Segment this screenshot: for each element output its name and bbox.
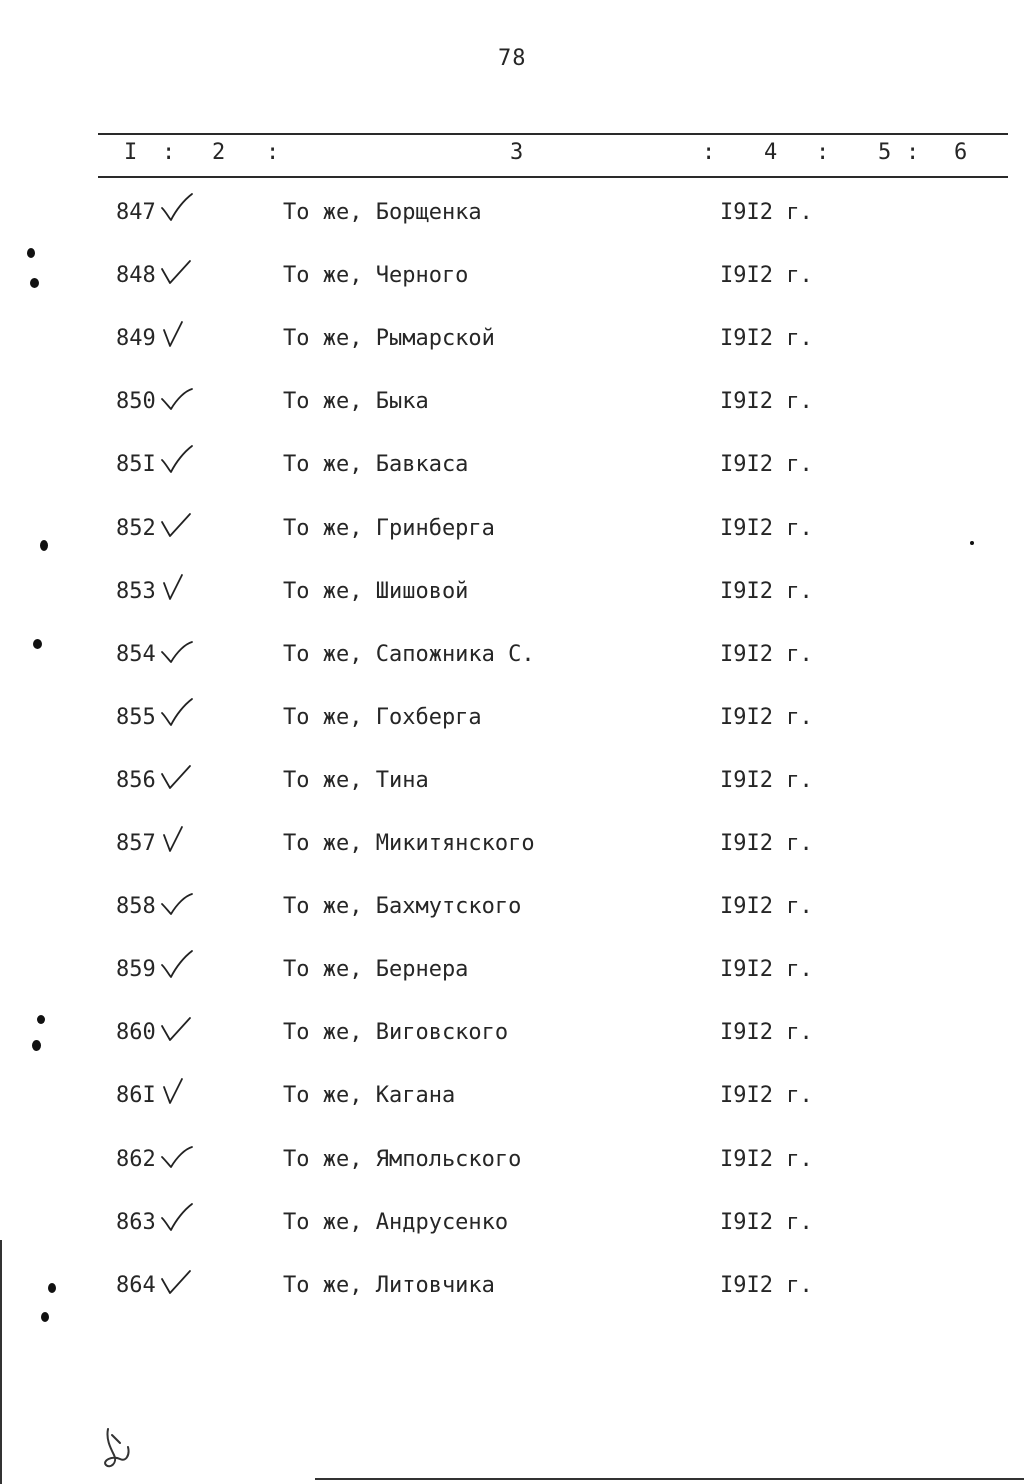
page-number: 78: [498, 46, 527, 71]
row-number: 854: [116, 641, 156, 667]
handwritten-checkmark-icon: [160, 886, 196, 920]
table-row: [0, 326, 1024, 366]
row-number: 863: [116, 1209, 156, 1235]
row-title: То же, Гохберга: [283, 704, 482, 730]
row-year: I9I2 г.: [720, 894, 813, 920]
row-title: То же, Борщенка: [283, 200, 482, 225]
row-year: I9I2 г.: [720, 515, 813, 541]
row-year: I9I2 г.: [720, 704, 813, 730]
header-separator: :: [702, 140, 716, 165]
table-row: [0, 768, 1024, 808]
row-number: 847: [116, 200, 156, 225]
table-row: [0, 1273, 1024, 1313]
header-separator: :: [162, 140, 176, 165]
header-separator: :: [906, 140, 920, 165]
row-number: 85I: [116, 452, 156, 478]
table-row: [0, 705, 1024, 745]
row-number: 859: [116, 957, 156, 983]
row-number: 858: [116, 894, 156, 920]
handwritten-checkmark-icon: [160, 508, 196, 542]
row-year: I9I2 г.: [720, 641, 813, 667]
table-row: [0, 200, 1024, 240]
header-col-5: 5: [878, 140, 892, 165]
table-row: [0, 263, 1024, 303]
handwritten-checkmark-icon: [160, 192, 196, 226]
row-title: То же, Кагана: [283, 1083, 456, 1109]
row-title: То же, Литовчика: [283, 1272, 495, 1298]
row-year: I9I2 г.: [720, 1146, 813, 1172]
header-separator: :: [266, 140, 280, 165]
row-title: То же, Виговского: [283, 1020, 509, 1046]
handwritten-checkmark-icon: [160, 697, 196, 731]
page-edge: [0, 1240, 2, 1484]
handwritten-checkmark-icon: [160, 255, 196, 289]
table-row: [0, 389, 1024, 429]
binder-hole-mark: [30, 278, 39, 288]
table-header-bottom-rule: [98, 176, 1008, 178]
handwritten-checkmark-icon: [160, 1012, 196, 1046]
table-header-top-rule: [98, 133, 1008, 135]
row-number: 864: [116, 1272, 156, 1298]
handwritten-checkmark-icon: [160, 1139, 196, 1173]
handwritten-scribble-icon: [100, 1425, 140, 1477]
row-year: I9I2 г.: [720, 326, 813, 352]
row-title: То же, Микитянского: [283, 831, 535, 856]
table-row: [0, 1147, 1024, 1187]
row-number: 862: [116, 1146, 156, 1172]
table-row: [0, 957, 1024, 997]
handwritten-checkmark-icon: [160, 318, 196, 352]
row-year: I9I2 г.: [720, 1272, 813, 1298]
row-number: 860: [116, 1020, 156, 1046]
header-col-1: I: [124, 140, 138, 165]
row-title: То же, Бахмутского: [283, 894, 522, 920]
row-year: I9I2 г.: [720, 389, 813, 415]
binder-hole-mark: [27, 248, 35, 258]
row-number: 848: [116, 263, 156, 289]
row-year: I9I2 г.: [720, 578, 813, 604]
header-separator: :: [816, 140, 830, 165]
binder-hole-mark: [40, 540, 48, 551]
row-number: 852: [116, 515, 156, 541]
row-year: I9I2 г.: [720, 452, 813, 478]
table-row: [0, 1020, 1024, 1060]
binder-hole-mark: [33, 639, 42, 649]
row-number: 855: [116, 704, 156, 730]
row-title: То же, Черного: [283, 263, 469, 289]
row-year: I9I2 г.: [720, 831, 813, 856]
row-number: 856: [116, 767, 156, 793]
row-year: I9I2 г.: [720, 1020, 813, 1046]
scan-speck: [970, 541, 974, 545]
row-title: То же, Ямпольского: [283, 1146, 522, 1172]
row-title: То же, Гринберга: [283, 515, 495, 541]
handwritten-checkmark-icon: [160, 634, 196, 668]
row-number: 849: [116, 326, 156, 352]
row-number: 86I: [116, 1083, 156, 1109]
table-row: [0, 1210, 1024, 1250]
table-row: [0, 894, 1024, 934]
handwritten-checkmark-icon: [160, 444, 196, 478]
table-row: [0, 516, 1024, 556]
binder-hole-mark: [48, 1283, 56, 1293]
row-year: I9I2 г.: [720, 767, 813, 793]
handwritten-checkmark-icon: [160, 1202, 196, 1236]
table-row: [0, 831, 1024, 871]
row-title: То же, Сапожника С.: [283, 641, 535, 667]
table-row: [0, 1083, 1024, 1123]
row-title: То же, Шишовой: [283, 578, 469, 604]
header-col-3: 3: [510, 140, 524, 165]
header-col-4: 4: [764, 140, 778, 165]
table-row: [0, 579, 1024, 619]
row-year: I9I2 г.: [720, 200, 813, 225]
header-col-2: 2: [212, 140, 226, 165]
header-col-6: 6: [954, 140, 968, 165]
row-number: 853: [116, 578, 156, 604]
row-year: I9I2 г.: [720, 263, 813, 289]
row-number: 850: [116, 389, 156, 415]
handwritten-checkmark-icon: [160, 1265, 196, 1299]
row-title: То же, Тина: [283, 767, 429, 793]
row-number: 857: [116, 831, 156, 856]
handwritten-checkmark-icon: [160, 760, 196, 794]
binder-hole-mark: [41, 1312, 49, 1322]
row-title: То же, Быка: [283, 389, 429, 415]
row-title: То же, Бернера: [283, 957, 469, 983]
handwritten-checkmark-icon: [160, 571, 196, 605]
row-title: То же, Рымарской: [283, 326, 495, 352]
row-title: То же, Андрусенко: [283, 1209, 509, 1235]
table-row: [0, 452, 1024, 492]
binder-hole-mark: [32, 1040, 41, 1051]
binder-hole-mark: [37, 1015, 45, 1024]
row-year: I9I2 г.: [720, 1209, 813, 1235]
handwritten-checkmark-icon: [160, 823, 196, 857]
row-year: I9I2 г.: [720, 957, 813, 983]
page-edge: [315, 1478, 1024, 1480]
handwritten-checkmark-icon: [160, 381, 196, 415]
table-row: [0, 642, 1024, 682]
row-year: I9I2 г.: [720, 1083, 813, 1109]
handwritten-checkmark-icon: [160, 949, 196, 983]
handwritten-checkmark-icon: [160, 1075, 196, 1109]
row-title: То же, Бавкаса: [283, 452, 469, 478]
